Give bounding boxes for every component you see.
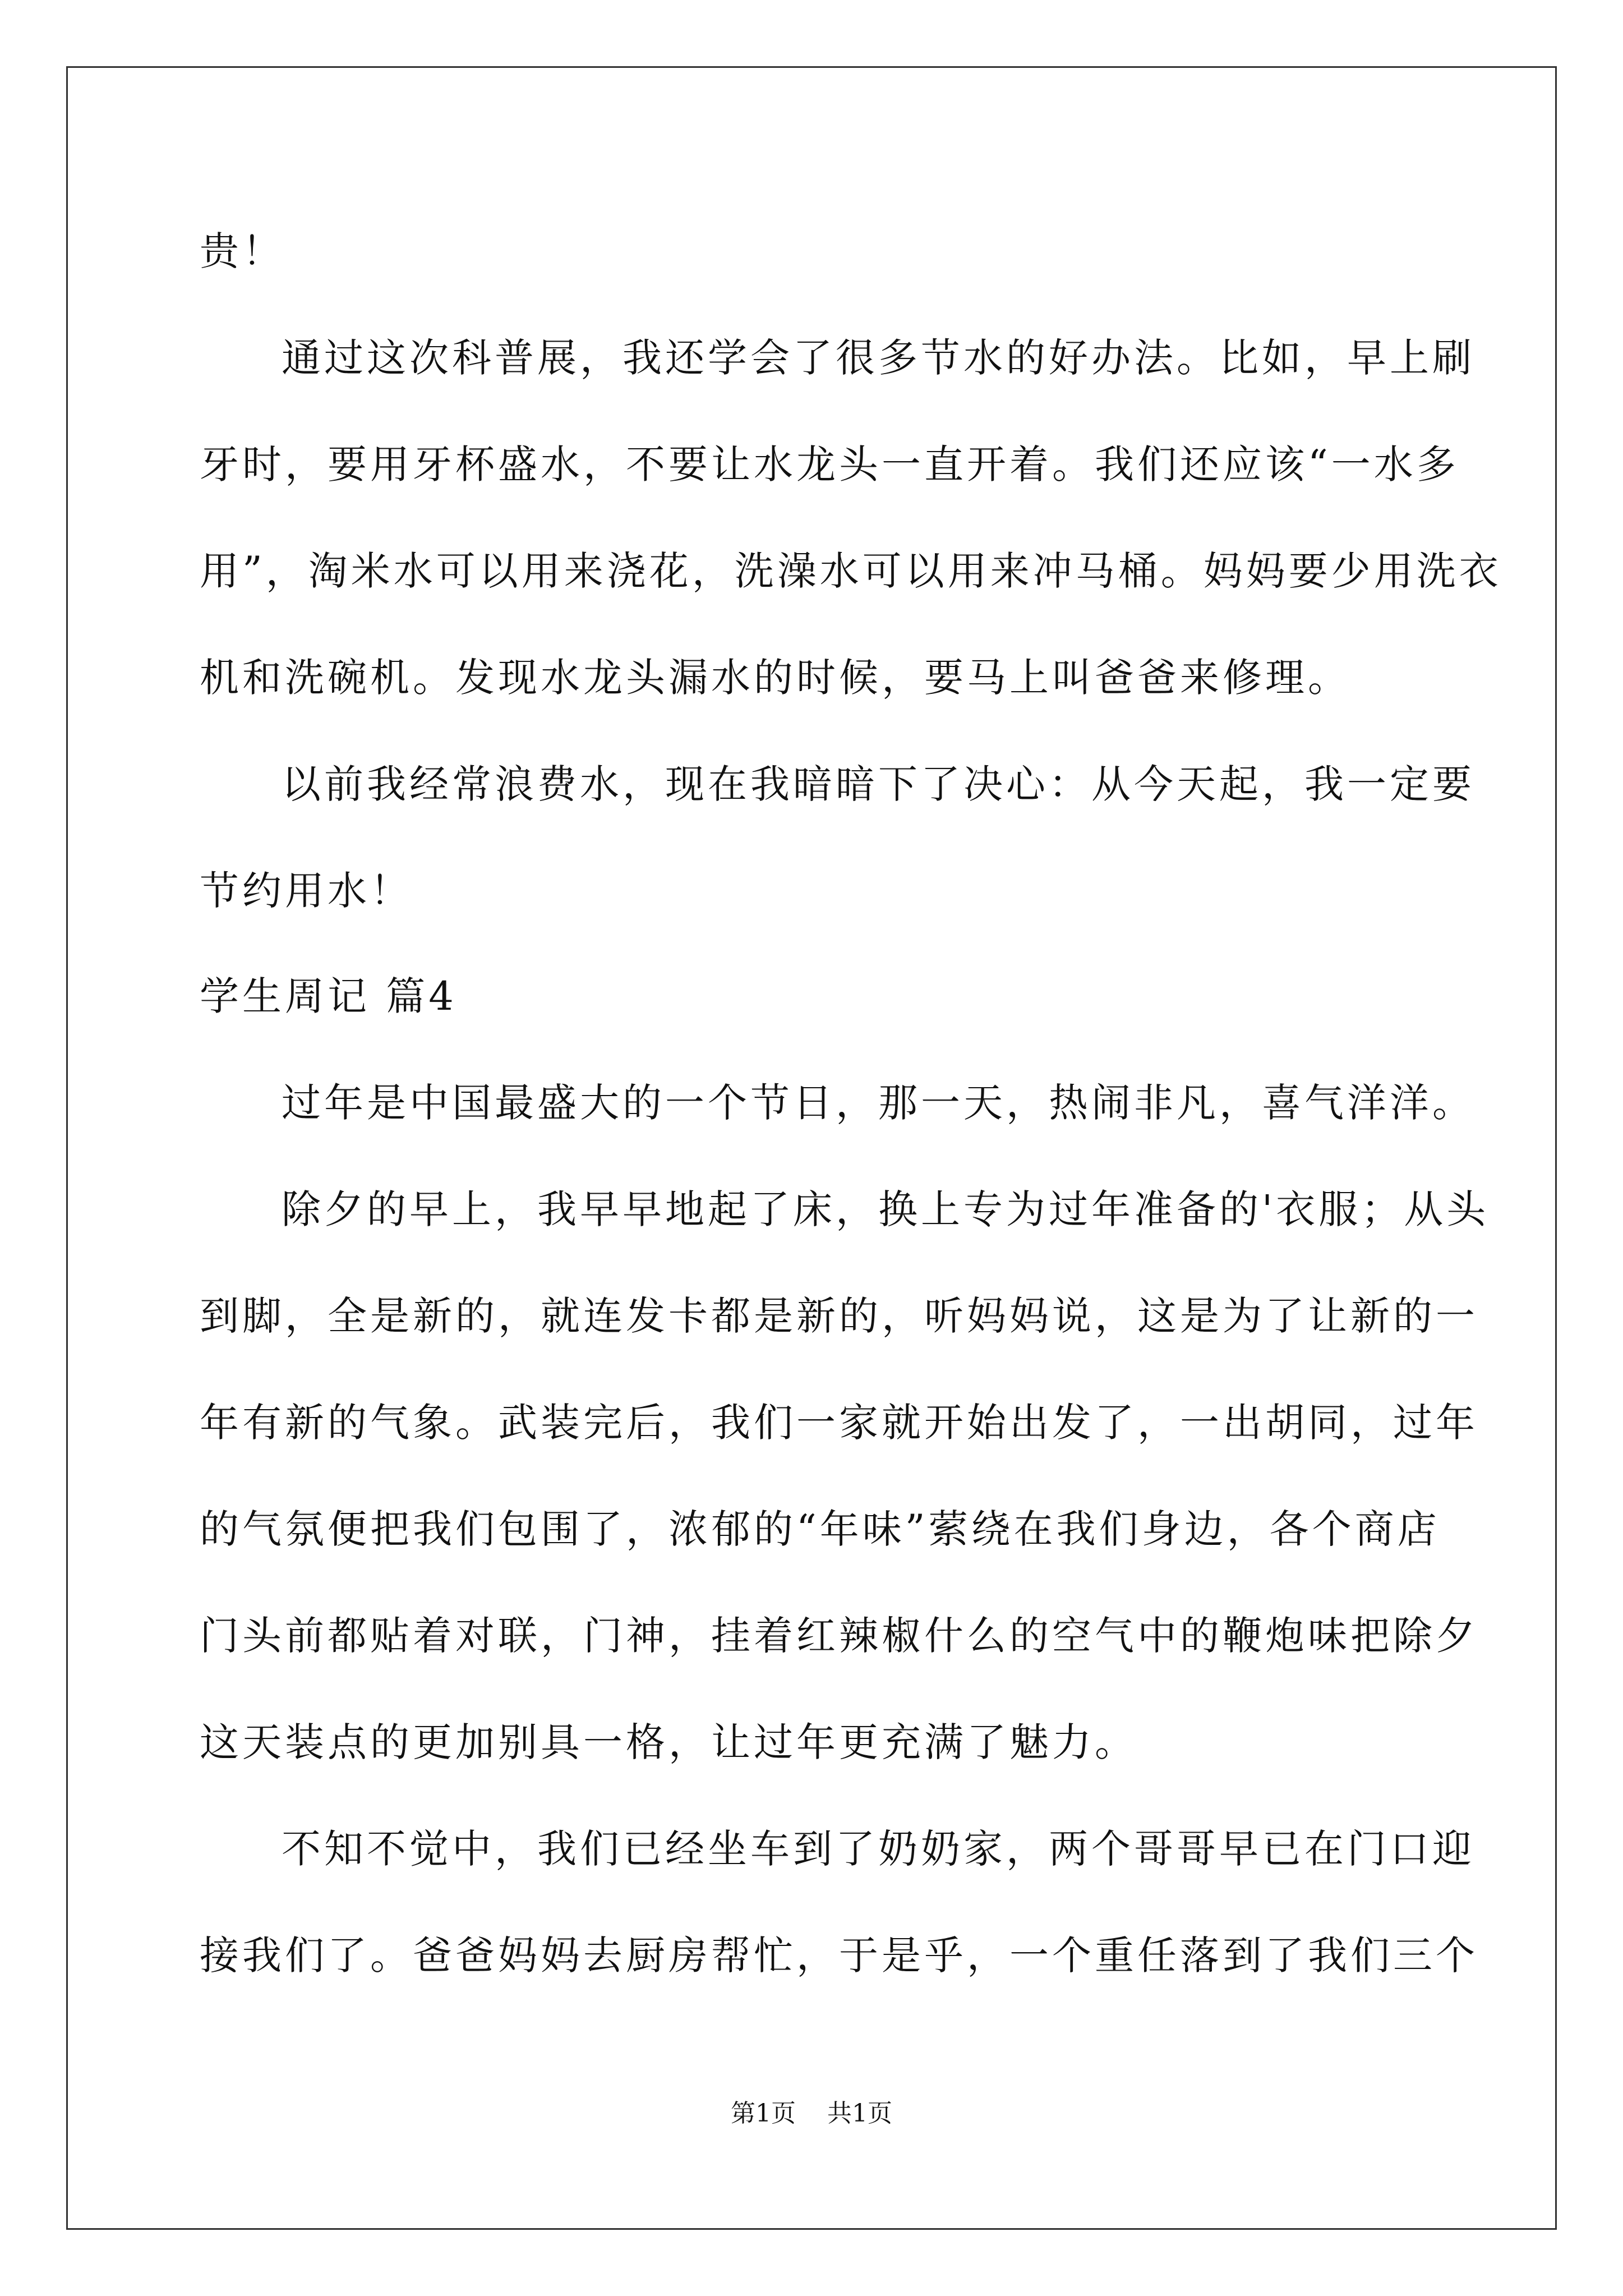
paragraph-line: 以前我经常浪费水，现在我暗暗下了决心：从今天起，我一定要: [282, 761, 1475, 807]
text-line: 牙时，要用牙杯盛水，不要让水龙头一直开着。我们还应该“一水多: [200, 441, 1459, 487]
paragraph-line: 不知不觉中，我们已经坐车到了奶奶家，两个哥哥早已在门口迎: [282, 1826, 1475, 1872]
paragraph-line: 过年是中国最盛大的一个节日，那一天，热闹非凡，喜气洋洋。: [282, 1080, 1475, 1126]
text-line: 节约用水！: [200, 868, 413, 914]
section-heading: 学生周记 篇4: [200, 973, 457, 1019]
text-line: 用”，淘米水可以用来浇花，洗澡水可以用来冲马桶。妈妈要少用洗衣: [200, 548, 1502, 594]
text-line: 到脚，全是新的，就连发卡都是新的，听妈妈说，这是为了让新的一: [200, 1293, 1478, 1339]
page-number: 第1页: [731, 2099, 796, 2128]
page-total: 共1页: [827, 2099, 892, 2128]
text-line: 机和洗碗机。发现水龙头漏水的时候，要马上叫爸爸来修理。: [200, 655, 1350, 701]
text-line: 年有新的气象。武装完后，我们一家就开始出发了，一出胡同，过年: [200, 1400, 1478, 1446]
text-line: 门头前都贴着对联，门神，挂着红辣椒什么的空气中的鞭炮味把除夕: [200, 1613, 1478, 1659]
paragraph-line: 通过这次科普展，我还学会了很多节水的好办法。比如，早上刷: [282, 335, 1475, 381]
text-line: 的气氛便把我们包围了，浓郁的“年味”萦绕在我们身边，各个商店: [200, 1506, 1440, 1552]
paragraph-line: 除夕的早上，我早早地起了床，换上专为过年准备的'衣服；从头: [282, 1186, 1490, 1232]
text-line: 这天装点的更加别具一格，让过年更充满了魅力。: [200, 1719, 1137, 1765]
page-footer: [0, 2097, 1623, 2131]
text-line: 接我们了。爸爸妈妈去厨房帮忙，于是乎，一个重任落到了我们三个: [200, 1932, 1478, 1978]
text-line: 贵！: [200, 228, 285, 274]
page-border: [66, 66, 1557, 2230]
